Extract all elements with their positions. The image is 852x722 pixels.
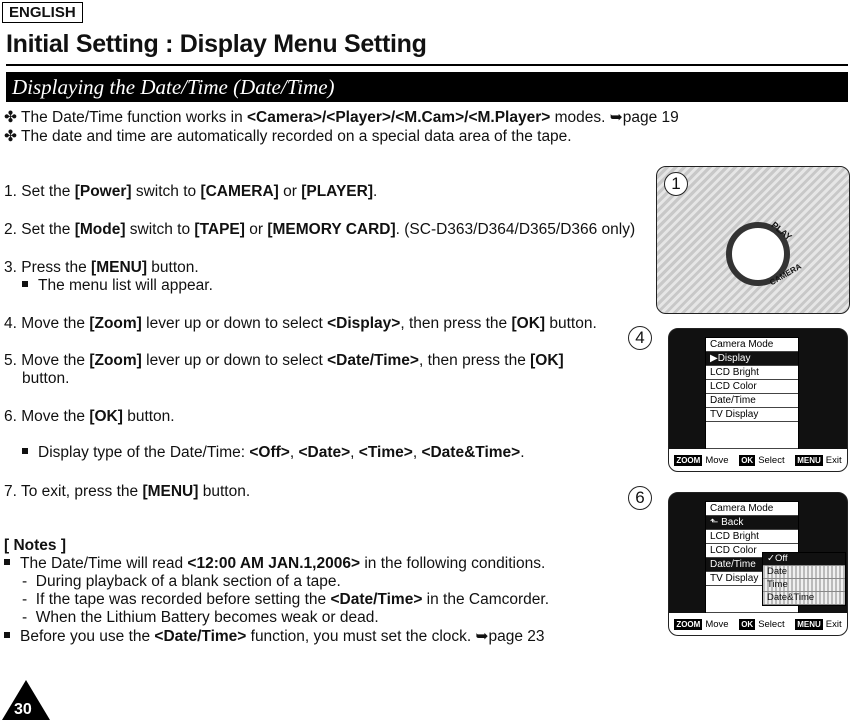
menu-item-tv-display[interactable]: TV Display xyxy=(706,408,798,422)
menu-list-4 xyxy=(705,337,799,450)
menu-item-back[interactable]: ⬑ Back xyxy=(706,516,798,530)
step-6: 6. Move the [OK] button. xyxy=(4,408,175,425)
figure-6-label: 6 xyxy=(628,486,652,510)
option-date[interactable]: Date xyxy=(763,566,845,579)
clover-icon: ✤ xyxy=(4,128,22,145)
bullet-square-icon xyxy=(22,281,28,287)
page-number: 30 xyxy=(14,701,32,718)
menu-item-lcd-bright[interactable]: LCD Bright xyxy=(706,530,798,544)
submenu-on: ▶On xyxy=(769,409,789,420)
menu-screen-4 xyxy=(668,328,848,472)
intro-bullet-1: ✤ The Date/Time function works in <Camera>/<Player>/<M.Cam>/<M.Player> modes. ➥page 19 xyxy=(4,109,679,126)
note-1-dash-2: - If the tape was recorded before setting the <Date/Time> in the Camcorder. xyxy=(22,591,550,608)
title-divider xyxy=(6,64,848,66)
date-time-options xyxy=(762,552,846,606)
option-date-time[interactable]: Date&Time xyxy=(763,592,845,605)
figure-1-label: 1 xyxy=(664,172,688,196)
menu-header: Camera Mode xyxy=(706,502,798,516)
step-1: 1. Set the [Power] switch to [CAMERA] or [PLAYER]. xyxy=(4,183,378,200)
menu-footer-4: ZOOM Move OK Select MENU Exit xyxy=(669,449,847,471)
bullet-square-icon xyxy=(4,632,10,638)
note-1-dash-3: - When the Lithium Battery becomes weak or dead. xyxy=(22,609,379,626)
menu-item-date-time[interactable]: Date/Time xyxy=(706,558,798,572)
menu-item-display[interactable]: ▶Display xyxy=(706,352,798,366)
step-6-sub: Display type of the Date/Time: <Off>, <Date>, <Time>, <Date&Time>. xyxy=(22,444,525,462)
bullet-square-icon xyxy=(4,559,10,565)
clover-icon: ✤ xyxy=(4,109,22,126)
step-3: 3. Press the [MENU] button. xyxy=(4,259,199,276)
option-off[interactable]: ✓Off xyxy=(763,553,845,566)
step-5-cont: button. xyxy=(22,370,70,387)
dial-play-label: PLAY xyxy=(769,219,794,243)
step-5: 5. Move the [Zoom] lever up or down to select <Date/Time>, then press the [OK] xyxy=(4,352,564,369)
menu-blank xyxy=(706,422,798,449)
bullet-square-icon xyxy=(22,448,28,454)
note-2: Before you use the <Date/Time> function, you must set the clock. ➥page 23 xyxy=(4,627,545,646)
menu-item-lcd-color[interactable]: LCD Color xyxy=(706,380,798,394)
note-1-dash-1: - During playback of a blank section of a tape. xyxy=(22,573,341,590)
figure-4-label: 4 xyxy=(628,326,652,350)
step-7: 7. To exit, press the [MENU] button. xyxy=(4,483,251,500)
intro-bullet-2: ✤ The date and time are automatically recorded on a special data area of the tape. xyxy=(4,128,572,145)
step-2: 2. Set the [Mode] switch to [TAPE] or [MEMORY CARD]. (SC-D363/D364/D365/D366 only) xyxy=(4,221,636,238)
menu-header: Camera Mode xyxy=(706,338,798,352)
dial-camera-label: CAMERA xyxy=(768,261,804,288)
step-3-sub: The menu list will appear. xyxy=(22,277,213,295)
menu-item-tv-display[interactable]: TV Display xyxy=(706,572,798,586)
notes-heading: [ Notes ] xyxy=(4,537,66,554)
menu-item-date-time[interactable]: Date/Time xyxy=(706,394,798,408)
page-title: Initial Setting : Display Menu Setting xyxy=(6,30,427,58)
language-tab: ENGLISH xyxy=(2,2,83,23)
note-1: The Date/Time will read <12:00 AM JAN.1,2006> in the following conditions. xyxy=(4,555,545,573)
submenu-off: ▶Off xyxy=(769,396,789,407)
section-header: Displaying the Date/Time (Date/Time) xyxy=(6,72,848,102)
option-time[interactable]: Time xyxy=(763,579,845,592)
menu-item-lcd-bright[interactable]: LCD Bright xyxy=(706,366,798,380)
menu-footer-6: ZOOM Move OK Select MENU Exit xyxy=(669,613,847,635)
step-4: 4. Move the [Zoom] lever up or down to select <Display>, then press the [OK] button. xyxy=(4,315,597,332)
menu-item-lcd-color[interactable]: LCD Color xyxy=(706,544,798,558)
